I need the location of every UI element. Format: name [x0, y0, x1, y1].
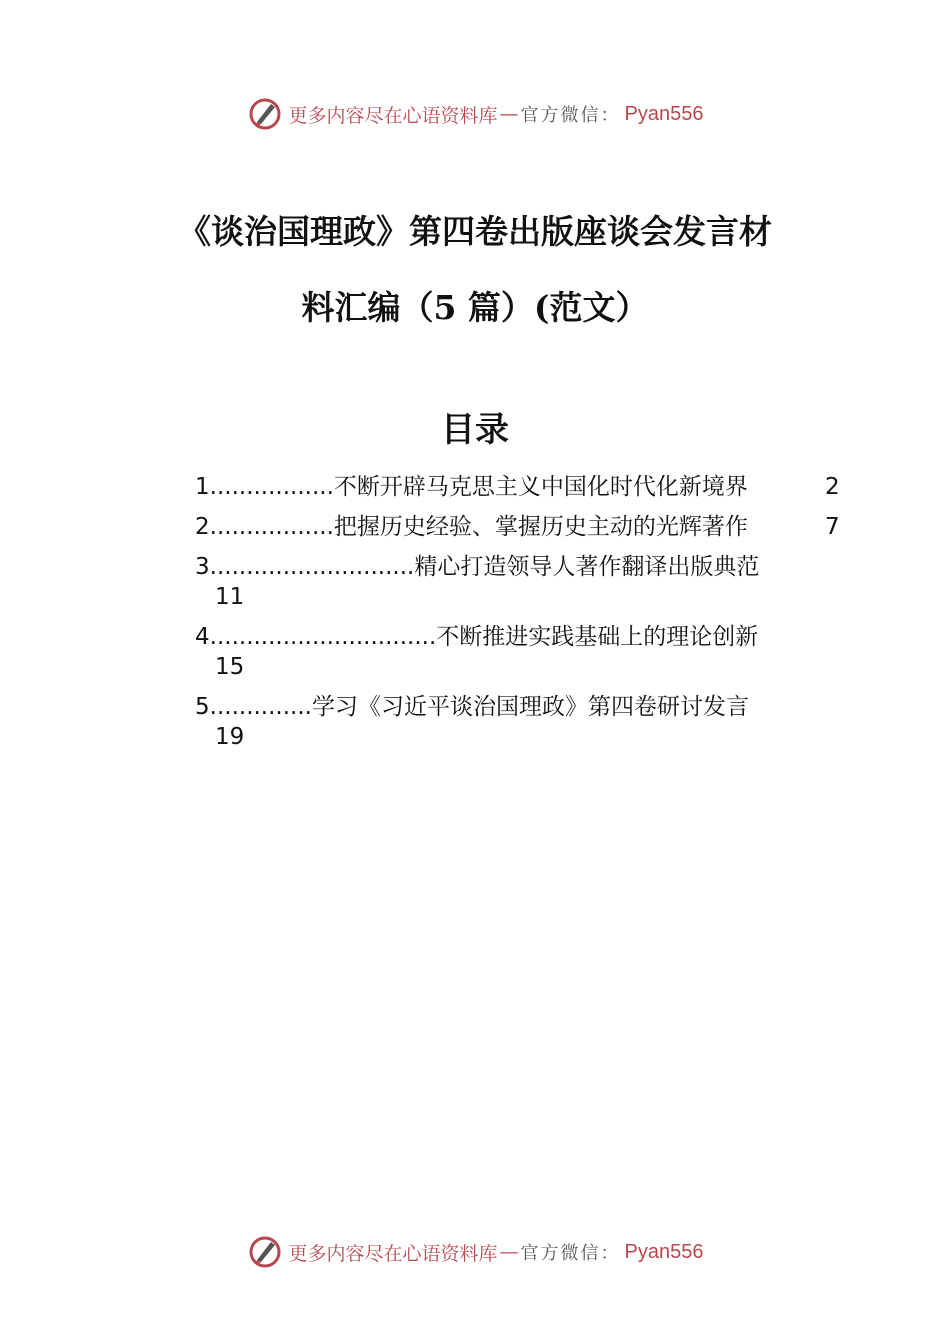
toc-leader: 3............................: [195, 554, 415, 580]
toc-page: 19: [215, 724, 245, 750]
wechat-label: 官方微信：: [520, 1243, 621, 1264]
wechat-id: Pyan556: [624, 1240, 704, 1263]
toc-item-3[interactable]: [195, 552, 845, 612]
toc-title: 学习《习近平谈治国理政》第四卷研讨发言: [312, 694, 749, 720]
table-of-contents: [195, 472, 845, 762]
toc-leader: 5..............: [195, 694, 312, 720]
toc-item-5[interactable]: [195, 692, 845, 752]
toc-leader: 4...............................: [195, 624, 437, 650]
banner-text: 更多内容尽在心语资料库: [288, 1242, 498, 1265]
header-banner: [0, 94, 950, 134]
wechat-label: 官方微信：: [520, 105, 621, 126]
toc-page: 7: [825, 514, 840, 540]
toc-item-2[interactable]: [195, 512, 845, 542]
footer-banner: [0, 1232, 950, 1272]
wechat-id: Pyan556: [624, 102, 704, 125]
banner-text: 更多内容尽在心语资料库: [288, 104, 498, 127]
document-title-line-2: 料汇编（5 篇）(范文）: [301, 288, 649, 327]
toc-title: 精心打造领导人著作翻译出版典范: [414, 554, 760, 580]
toc-heading: 目录: [441, 410, 509, 450]
pen-logo-icon: [247, 1234, 283, 1270]
toc-title: 不断推进实践基础上的理论创新: [436, 624, 759, 650]
banner-separator: —: [499, 1241, 519, 1263]
toc-page: 2: [825, 474, 840, 500]
toc-leader: 2.................: [195, 514, 334, 540]
document-title-line-1: 《谈治国理政》第四卷出版座谈会发言材: [178, 212, 772, 251]
toc-leader: 1.................: [195, 474, 334, 500]
toc-item-1[interactable]: [195, 472, 845, 502]
toc-item-4[interactable]: [195, 622, 845, 682]
toc-page: 11: [215, 584, 245, 610]
toc-title: 不断开辟马克思主义中国化时代化新境界: [333, 474, 748, 500]
pen-logo-icon: [247, 96, 283, 132]
toc-title: 把握历史经验、掌握历史主动的光辉著作: [333, 514, 748, 540]
toc-page: 15: [215, 654, 245, 680]
banner-separator: —: [499, 103, 519, 125]
